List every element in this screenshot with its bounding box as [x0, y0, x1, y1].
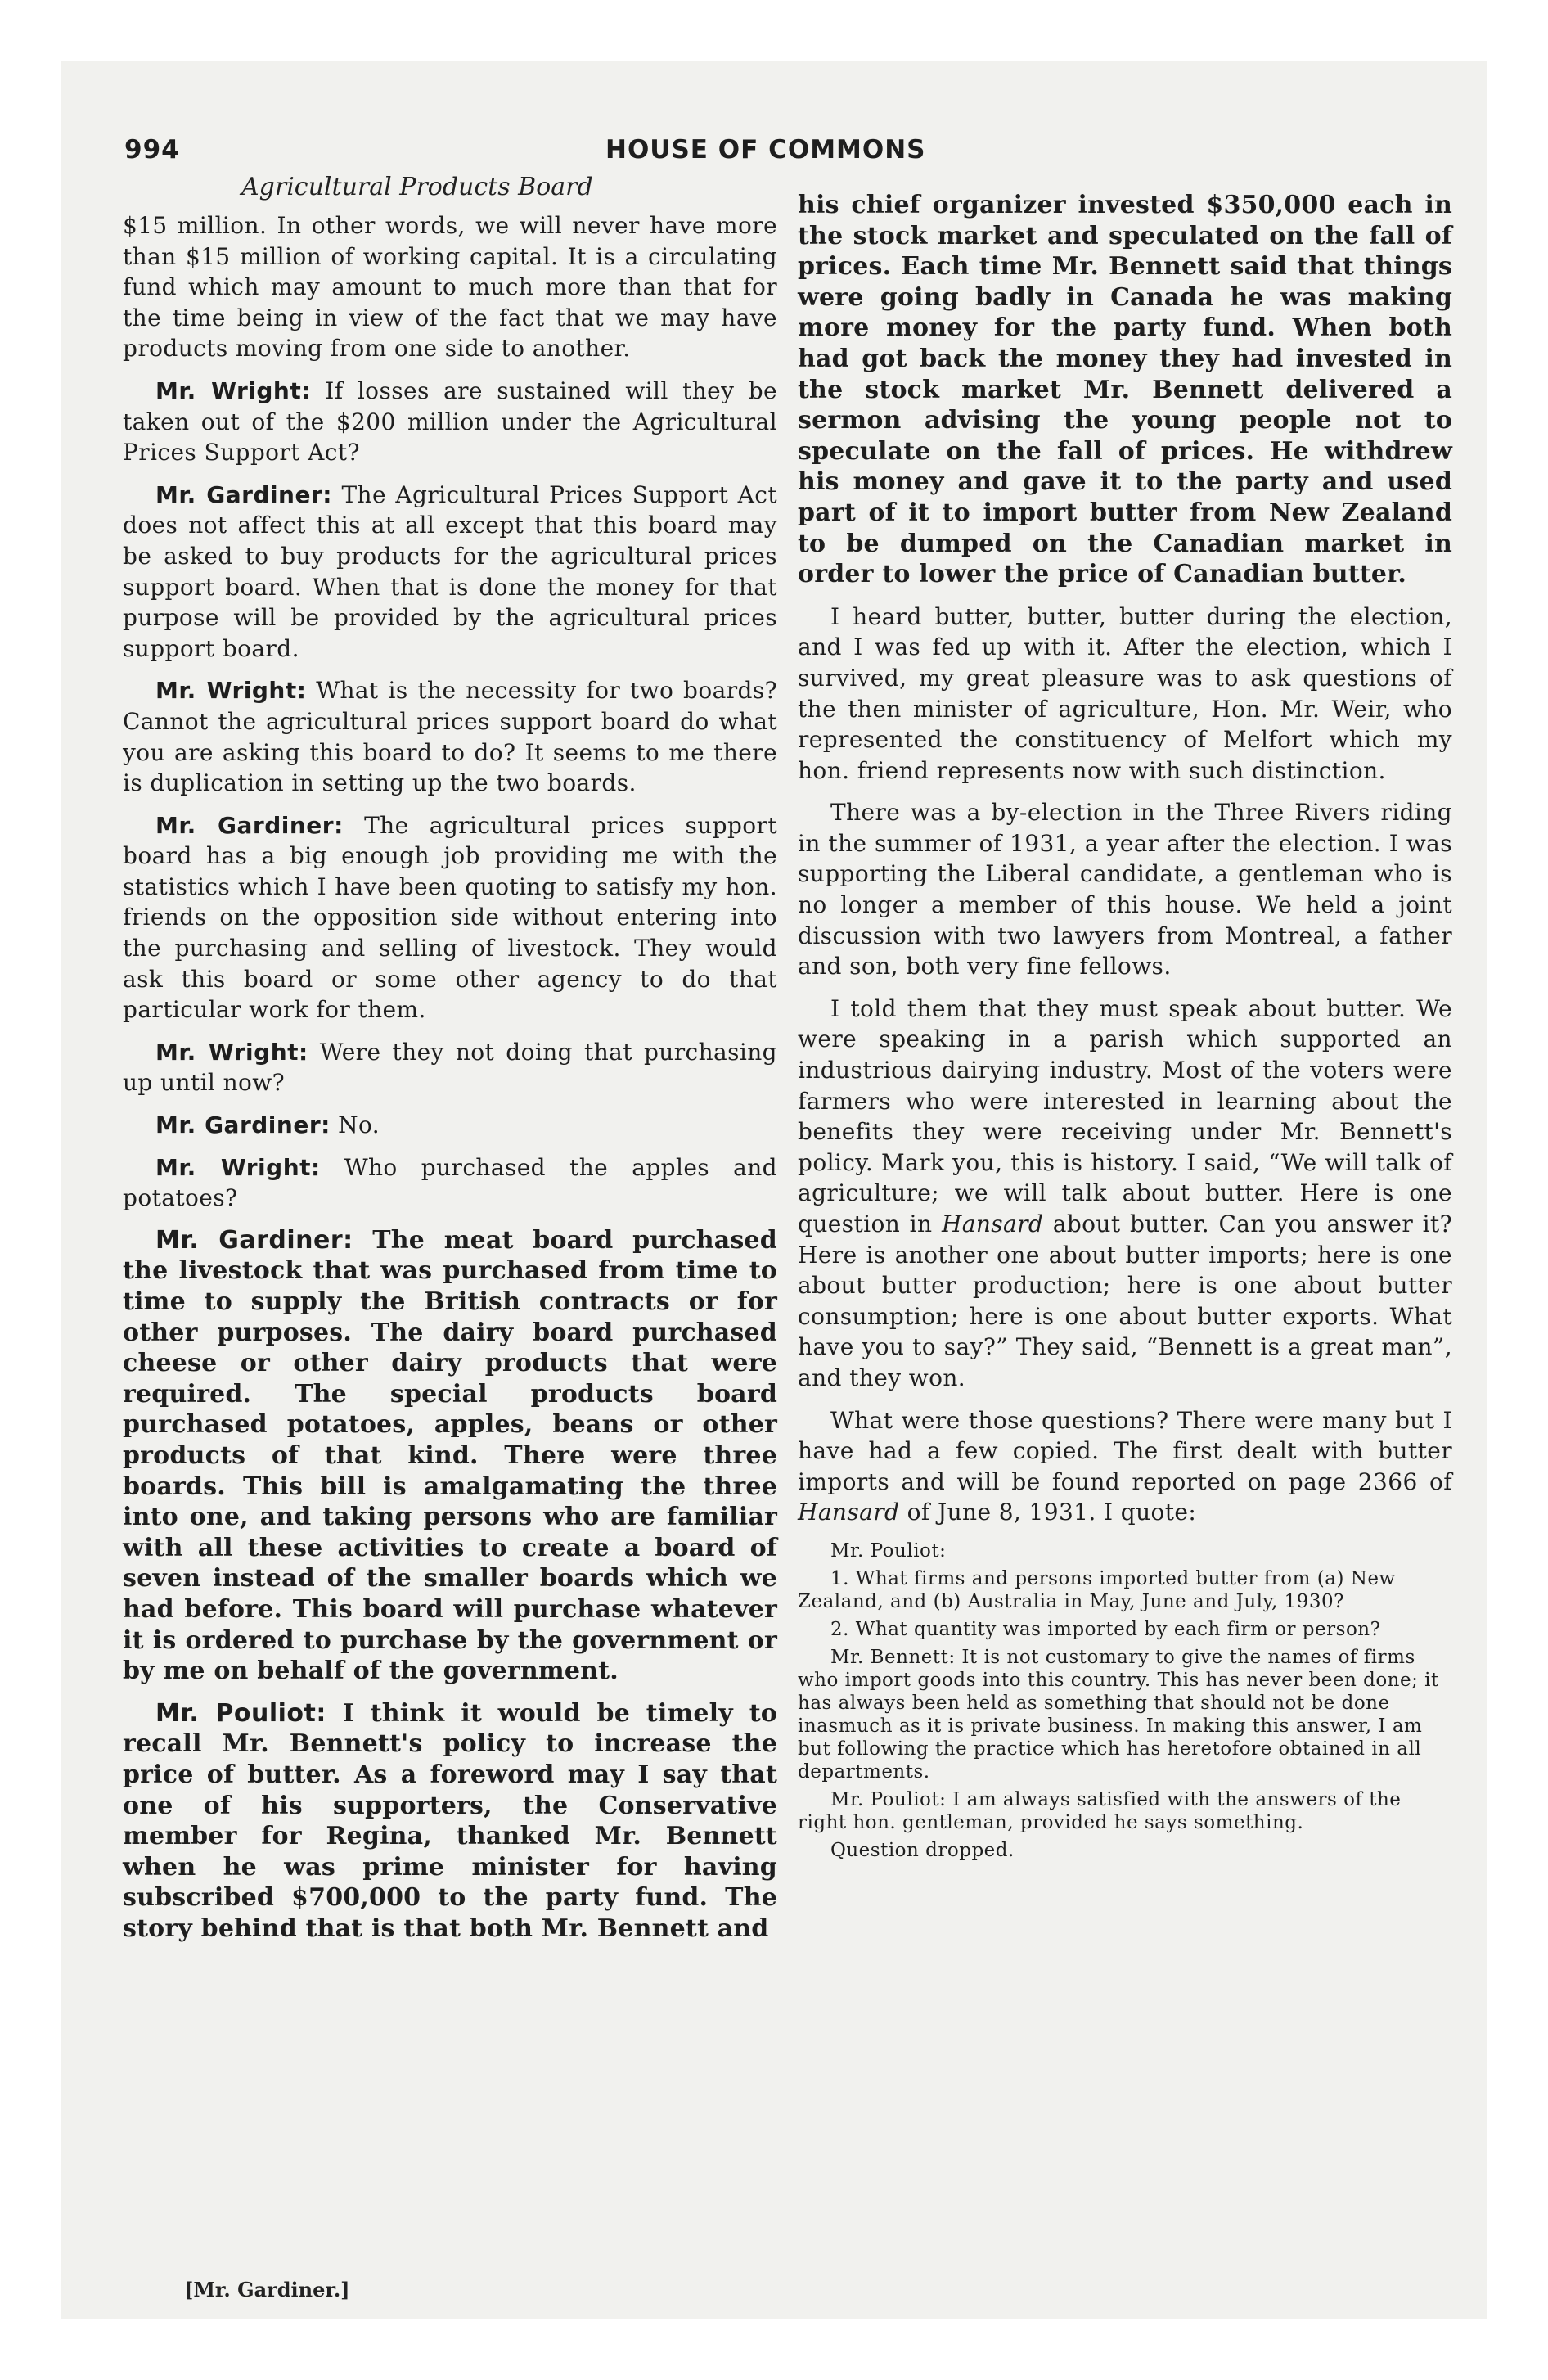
paragraph-text: his chief organizer invested $350,000 each in the stock market and speculated on the fall of prices. Each time Mr. Bennett said that things were going badly in Canada he was making more money for the party fund. When both had got back the money they had invested in the stock market Mr. Bennett delivered a sermon advising the young people not to speculate on the fall of prices. He withdrew his money and gave it to the party and used part of it to import butter from New Zealand to be dumped on the Canadian market in order to lower the price of Canadian butter.: [798, 191, 1452, 589]
paragraph: [123, 1698, 777, 1945]
speaker-name: Mr. Pouliot:: [155, 1698, 326, 1728]
paragraph-text: The meat board purchased the livestock that was purchased from time to time to supply the British contracts or for other purposes. The dairy board purchased cheese or other dairy products that were required. The special products board purchased potatoes, apples, beans or other products of that kind. There were three boards. This bill is amalgamating the three into one, and taking persons who are familiar with all these activities to create a board of seven instead of the smaller boards which we had before. This board will purchase whatever it is ordered to purchase by the government or by me on behalf of the government.: [123, 1225, 777, 1686]
footer-speaker-tag: [Mr. Gardiner.]: [184, 2278, 350, 2301]
right-column: [798, 190, 1452, 1867]
paragraph-text: The Agricultural Prices Support Act does not affect this at all except that this board may be asked to buy products for the agricultural prices support board. When that is done the money for that purpose will be provided by the agricultural prices support board.: [123, 480, 777, 662]
quoted-line: Mr. Pouliot:: [830, 1539, 947, 1562]
paragraph: [123, 1225, 777, 1687]
quoted-line: 1. What firms and persons imported butter from (a) New Zealand, and (b) Australia in May, June and July, 1930?: [798, 1567, 1396, 1612]
paragraph-text: I think it would be timely to recall Mr. Bennett's policy to increase the price of butter. As a foreword may I say that one of his supporters, the Conservative member for Regina, thanked Mr. Bennett when he was prime minister for having subscribed $700,000 to the party fund. The story behind that is that both Mr. Bennett and: [123, 1698, 777, 1943]
speaker-name: Mr. Gardiner:: [155, 811, 344, 839]
paragraph-text: $15 million. In other words, we will never have more than $15 million of working capital. It is a circulating fund which may amount to much more than that for the time being in view of the fact that we may have products moving from one side to another.: [123, 212, 777, 363]
italic-title: Hansard: [941, 1210, 1044, 1237]
paragraph: [123, 1152, 777, 1214]
speaker-name: Mr. Gardiner:: [155, 480, 332, 508]
paragraph-text: What were those questions? There were many but I have had a few copied. The first dealt with butter imports and will be found reported on page 2366 of: [798, 1406, 1452, 1495]
speaker-name: Mr. Wright:: [155, 1038, 308, 1066]
paragraph: [123, 210, 777, 364]
paragraph: [798, 602, 1452, 787]
left-column: [123, 210, 777, 1955]
paragraph-text: I heard butter, butter, butter during the election, and I was fed up with it. After the election, which I survived, my great pleasure was to ask questions of the then minister of agriculture, Hon. Mr. Weir, who represented the constituency of Melfort which my hon. friend represents now with such distinction.: [798, 602, 1452, 784]
paragraph: [123, 376, 777, 468]
paragraph-text: What is the necessity for two boards? Cannot the agricultural prices support board do what you are asking this board to do? It seems to me there is duplication in setting up the two boards.: [123, 677, 778, 797]
page-sheet: [61, 61, 1487, 2319]
quoted-line: Question dropped.: [830, 1839, 1015, 1861]
speaker-name: Mr. Wright:: [155, 677, 307, 705]
paragraph-text: No.: [338, 1111, 380, 1139]
paragraph-text: I told them that they must speak about butter. We were speaking in a parish which supported an industrious dairying industry. Most of the voters were farmers who were interested in learning about the benefits they were receiving under Mr. Bennett's policy. Mark you, this is history. I said, “We will talk of agriculture; we will talk about butter. Here is one question in: [798, 994, 1452, 1237]
paragraph: [123, 1037, 777, 1098]
paragraph: [123, 810, 777, 1025]
paragraph: [123, 675, 777, 798]
paragraph-text: If losses are sustained will they be taken out of the $200 million under the Agricultural Prices Support Act?: [123, 376, 777, 467]
paragraph-text: There was a by-election in the Three Rivers riding in the summer of 1931, a year after the election. I was supporting the Liberal candidate, a gentleman who is no longer a member of this house. We held a joint discussion with two lawyers from Montreal, a father and son, both very fine fellows.: [798, 799, 1452, 980]
page-number: 994: [124, 135, 180, 165]
paragraph: [123, 480, 777, 665]
paragraph: [123, 1110, 777, 1141]
paragraph-text: about butter. Can you answer it? Here is another one about butter imports; here is one about butter production; here is one about butter consumption; here is one about butter exports. What have you to say?” They said, “Bennett is a great man”, and they won.: [798, 1210, 1452, 1391]
paragraph: [798, 190, 1452, 590]
speaker-name: Mr. Wright:: [155, 1153, 321, 1181]
running-head: HOUSE OF COMMONS: [605, 135, 926, 165]
paragraph: [798, 1405, 1452, 1528]
paragraph-text: The agricultural prices support board has a big enough job providing me with the statistics which I have been quoting to satisfy my hon. friends on the opposition side without entering into the purchasing and selling of livestock. They would ask this board or some other agency to do that particular work for them.: [123, 811, 777, 1024]
quoted-line: 2. What quantity was imported by each firm or person?: [830, 1618, 1381, 1640]
paragraph-text: Who purchased the apples and potatoes?: [123, 1153, 777, 1212]
paragraph-text: of June 8, 1931. I quote:: [899, 1499, 1197, 1526]
speaker-name: Mr. Gardiner:: [155, 1225, 353, 1255]
paragraph: [798, 797, 1452, 982]
paragraph-text: Were they not doing that purchasing up until now?: [123, 1038, 777, 1097]
quoted-line: Mr. Pouliot: I am always satisfied with the answers of the right hon. gentleman, provided he says something.: [798, 1788, 1402, 1833]
subject-heading: Agricultural Products Board: [241, 173, 593, 201]
quoted-line: Mr. Bennett: It is not customary to give the names of firms who import goods into this country. This has never been done; it has always been held as something that should not be done inasmuch as it is private business. In making this answer, I am but following the practice which has heretofore obtained in all departments.: [798, 1646, 1439, 1783]
italic-title: Hansard: [798, 1499, 900, 1526]
speaker-name: Mr. Wright:: [155, 376, 311, 404]
paragraph: [798, 994, 1452, 1394]
speaker-name: Mr. Gardiner:: [155, 1111, 331, 1139]
